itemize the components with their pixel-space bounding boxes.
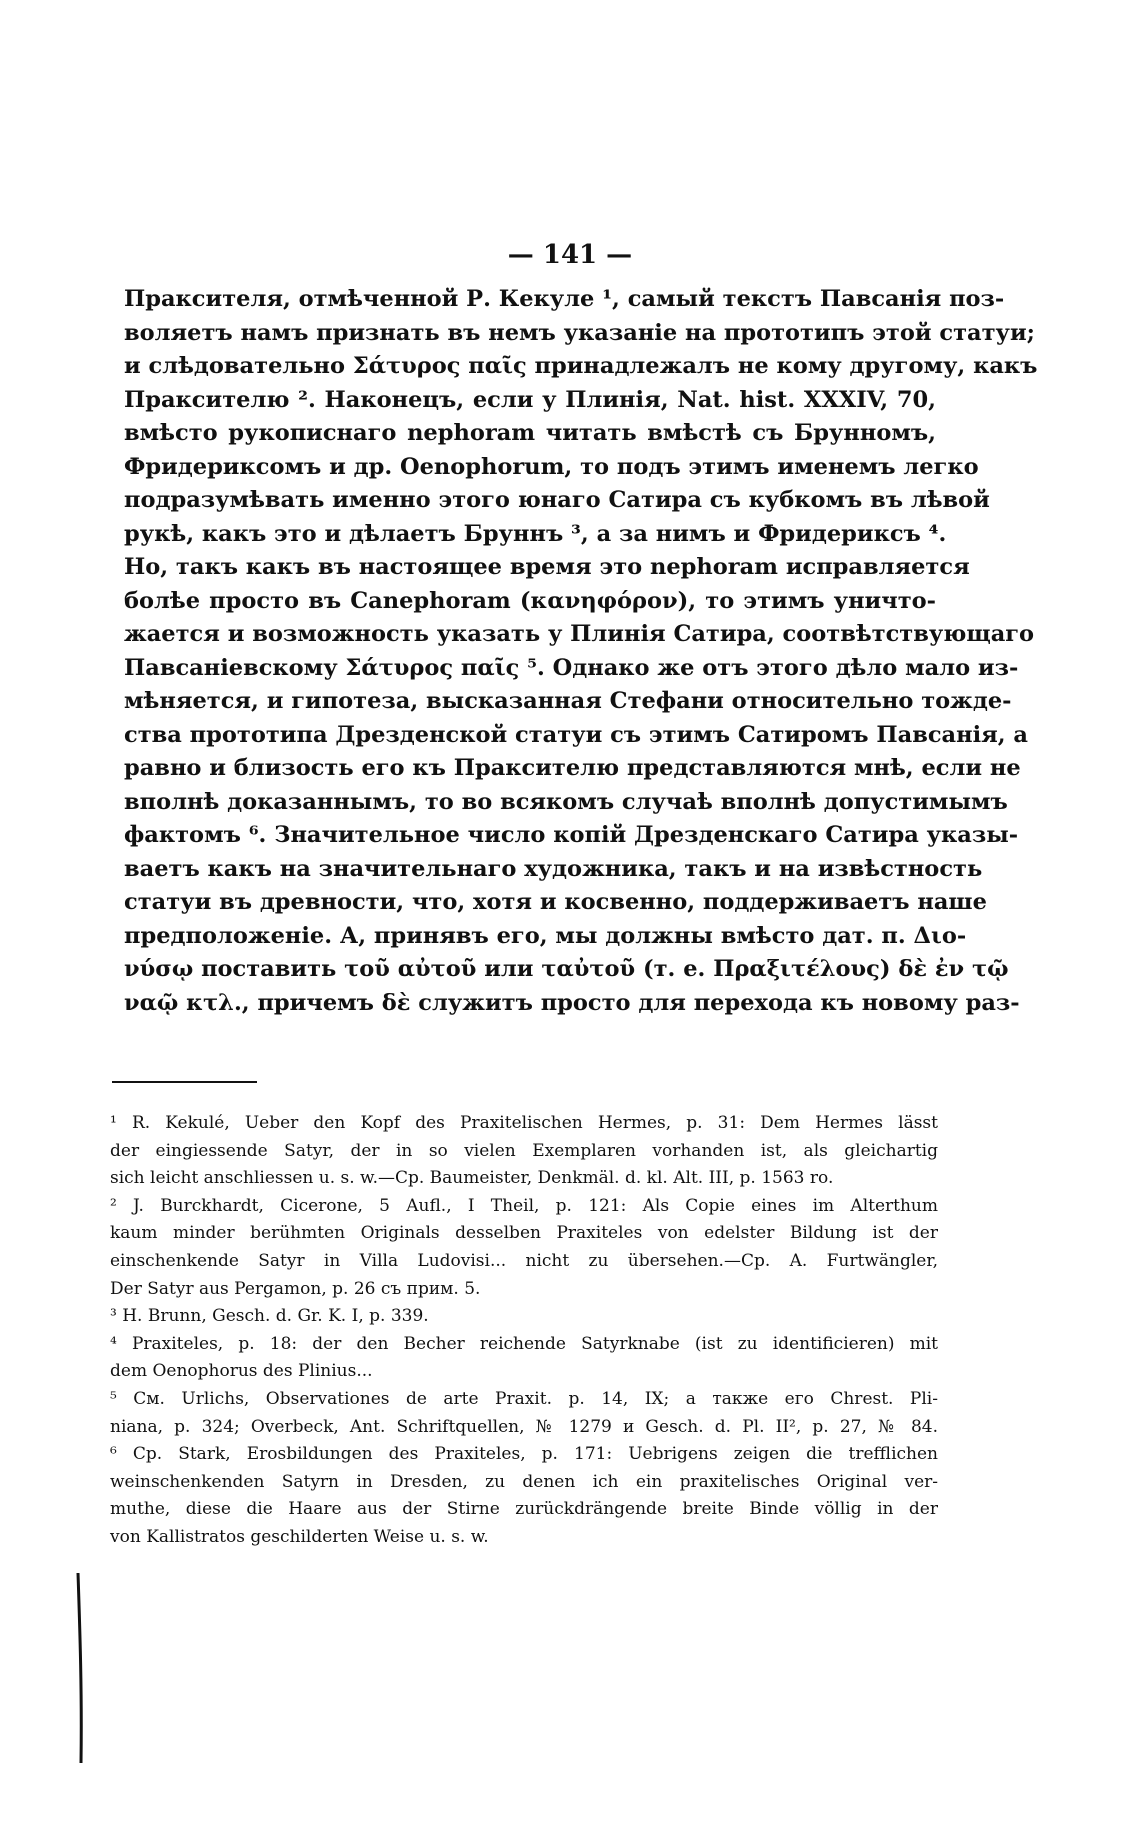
body-line: Праксителю ². Наконецъ, если у Плинія, Nat. hist. XXXIV, 70, xyxy=(124,386,936,413)
footnote-line: ¹ R. Kekulé, Ueber den Kopf des Praxitelischen Hermes, p. 31: Dem Hermes lässt xyxy=(110,1113,938,1133)
body-line: ναῷ κτλ., причемъ δὲ служитъ просто для перехода къ новому раз- xyxy=(124,989,1020,1016)
body-line: фактомъ ⁶. Значительное число копій Дрезденскаго Сатира указы- xyxy=(124,822,1019,848)
footnote-line: Der Satyr aus Pergamon, p. 26 съ прим. 5. xyxy=(110,1278,481,1299)
body-line: вмѣсто рукописнаго nephoram читать вмѣстѣ съ Брунномъ, xyxy=(124,420,936,446)
footnote-line: weinschenkenden Satyrn in Dresden, zu denen ich ein praxitelisches Original ver- xyxy=(110,1471,938,1492)
body-line: воляетъ намъ признать въ немъ указаніе на прототипъ этой статуи; xyxy=(124,319,1035,346)
body-line: мѣняется, и гипотеза, высказанная Стефани относительно тожде- xyxy=(124,688,1012,714)
body-line: ваетъ какъ на значительнаго художника, такъ и на извѣстность xyxy=(124,855,983,882)
footnote-line: ⁶ Cp. Stark, Erosbildungen des Praxiteles, p. 171: Uebrigens zeigen die trefflichen xyxy=(110,1444,938,1465)
footnotes xyxy=(110,1110,938,1552)
margin-pencil-mark xyxy=(76,1573,84,1763)
body-line: Павсаніевскому Σάτυρος παῖς ⁵. Однако же отъ этого дѣло мало из- xyxy=(124,654,1019,681)
body-line: νύσῳ поставить τοῦ αὐτοῦ или ταὐτοῦ (т. е. Πραξιτέλους) δὲ ἐν τῷ xyxy=(124,956,1009,982)
body-line: болѣе просто въ Canephoram (κανηφόρον), то этимъ уничто- xyxy=(124,587,936,614)
body-line: Но, такъ какъ въ настоящее время это nephoram исправляется xyxy=(124,554,970,580)
footnote-line: einschenkende Satyr in Villa Ludovisi... nicht zu übersehen.—Cp. A. Furtwängler, xyxy=(110,1250,938,1271)
body-line: ства прототипа Дрезденской статуи съ этимъ Сатиромъ Павсанія, а xyxy=(124,721,1028,748)
body-line: вполнѣ доказаннымъ, то во всякомъ случаѣ вполнѣ допустимымъ xyxy=(124,788,1008,815)
body-line: равно и близость его къ Праксителю представляются мнѣ, если не xyxy=(124,755,1021,781)
footnote-line: ² J. Burckhardt, Cicerone, 5 Aufl., I Theil, p. 121: Als Copie eines im Alterthum xyxy=(110,1195,938,1216)
body-line: статуи въ древности, что, хотя и косвенно, поддерживаетъ наше xyxy=(124,889,987,915)
body-line: рукѣ, какъ это и дѣлаетъ Бруннъ ³, а за нимъ и Фридериксъ ⁴. xyxy=(124,520,947,547)
footnote-line: ³ H. Brunn, Gesch. d. Gr. K. I, p. 339. xyxy=(110,1306,429,1327)
body-line: Праксителя, отмѣченной Р. Кекуле ¹, самый текстъ Павсанія поз- xyxy=(124,286,1005,312)
footnote-line: ⁴ Praxiteles, p. 18: der den Becher reichende Satyrknabe (ist zu identificieren) mit xyxy=(110,1333,938,1354)
footnote-line: von Kallistratos geschilderten Weise u. s. w. xyxy=(110,1526,489,1547)
body-line: жается и возможность указать у Плинія Сатира, соотвѣтствующаго xyxy=(124,621,1035,647)
footnote-line: der eingiessende Satyr, der in so vielen Exemplaren vorhanden ist, als gleichartig xyxy=(110,1140,938,1161)
body-line: подразумѣвать именно этого юнаго Сатира съ кубкомъ въ лѣвой xyxy=(124,487,990,513)
body-line: предположеніе. А, принявъ его, мы должны вмѣсто дат. п. Διο- xyxy=(124,922,967,949)
footnote-line: ⁵ См. Urlichs, Observationes de arte Praxit. p. 14, IX; а также его Chrest. Pli- xyxy=(110,1388,938,1409)
footnote-separator-rule xyxy=(112,1081,257,1083)
footnote-line: kaum minder berühmten Originals desselben Praxiteles von edelster Bildung ist der xyxy=(110,1223,938,1244)
footnote-line: sich leicht anschliessen u. s. w.—Cp. Baumeister, Denkmäl. d. kl. Alt. III, p. 1563 ro. xyxy=(110,1168,834,1189)
body-line: и слѣдовательно Σάτυρος παῖς принадлежалъ не кому другому, какъ xyxy=(124,353,1038,379)
footnote-line: niana, p. 324; Overbeck, Ant. Schriftquellen, № 1279 и Gesch. d. Pl. II², p. 27, № 84. xyxy=(110,1416,938,1437)
body-line: Фридериксомъ и др. Oenophorum, то подъ этимъ именемъ легко xyxy=(124,453,979,480)
body-text xyxy=(124,283,1038,1020)
footnote-line: dem Oenophorus des Plinius... xyxy=(110,1361,373,1382)
page-number: — 141 — xyxy=(507,240,633,270)
footnote-line: muthe, diese die Haare aus der Stirne zurückdrängende breite Binde völlig in der xyxy=(110,1499,938,1520)
